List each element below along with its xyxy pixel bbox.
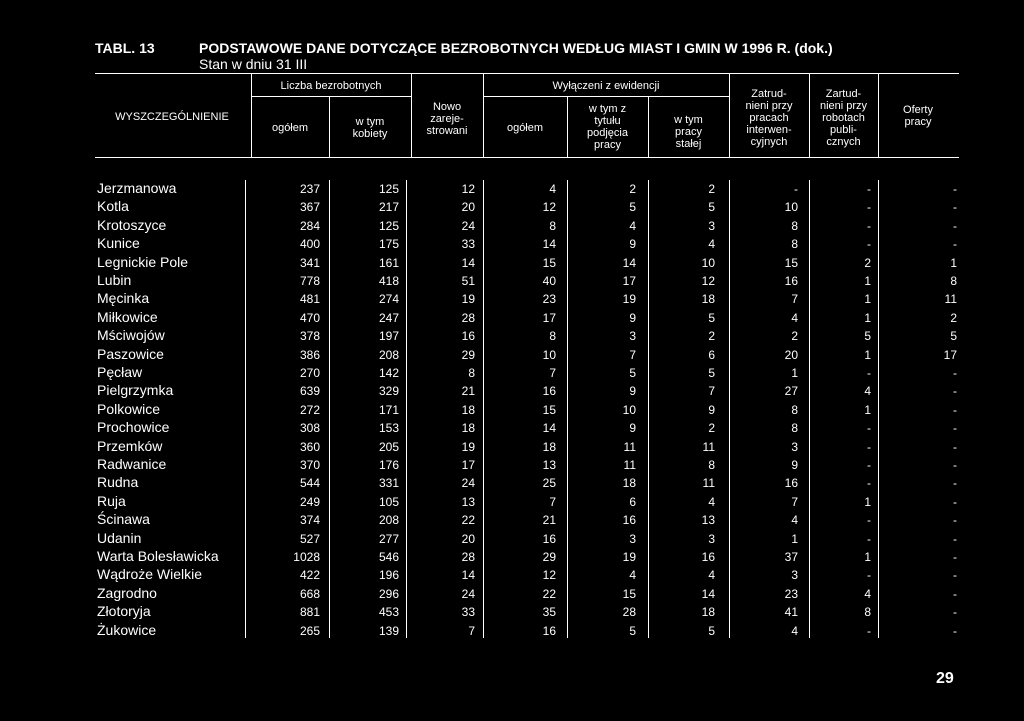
table-cell: 21 [542, 513, 556, 527]
table-cell: 18 [701, 605, 715, 619]
header-wylaczeni-z-ewidencji: Wyłączeni z ewidencji [552, 80, 660, 92]
table-cell: 331 [378, 476, 399, 490]
table-cell: 272 [299, 403, 320, 417]
table-cell: 9 [791, 458, 798, 472]
row-name: Przemków [97, 438, 163, 454]
table-cell: 14 [701, 587, 715, 601]
table-cell: 2 [791, 329, 798, 343]
table-cell: 139 [378, 624, 399, 638]
table-cell: 329 [378, 384, 399, 398]
table-cell: 3 [791, 568, 798, 582]
table-cell: 24 [461, 587, 475, 601]
table-cell: 2 [708, 182, 715, 196]
table-cell: 8 [791, 403, 798, 417]
table-cell: 16 [542, 532, 556, 546]
table-cell: 367 [299, 200, 320, 214]
table-cell: - [953, 200, 957, 214]
table-cell: 14 [542, 421, 556, 435]
table-cell: 41 [784, 605, 798, 619]
table-cell: 6 [708, 348, 715, 362]
table-cell: 4 [791, 513, 798, 527]
body-divider [483, 180, 484, 638]
header-group-rule-wylaczeni [483, 96, 729, 97]
table-cell: 3 [629, 532, 636, 546]
table-cell: 7 [791, 495, 798, 509]
table-cell: 400 [299, 237, 320, 251]
table-cell: 19 [622, 292, 636, 306]
table-cell: 11 [702, 476, 715, 490]
table-cell: 296 [378, 587, 399, 601]
table-cell: 1 [791, 532, 798, 546]
table-cell: - [867, 624, 871, 638]
table-cell: - [953, 568, 957, 582]
body-divider [878, 180, 879, 638]
table-cell: 10 [784, 200, 798, 214]
table-cell: 16 [784, 476, 798, 490]
table-cell: - [867, 366, 871, 380]
table-cell: 51 [461, 274, 475, 288]
table-cell: 4 [864, 384, 871, 398]
table-cell: 527 [299, 532, 320, 546]
body-divider [809, 180, 810, 638]
table-cell: 29 [542, 550, 556, 564]
table-cell: 15 [784, 256, 798, 270]
table-cell: 1 [864, 311, 871, 325]
body-divider [406, 180, 407, 638]
row-name: Radwanice [97, 456, 167, 472]
table-cell: 196 [378, 568, 399, 582]
table-cell: - [867, 219, 871, 233]
table-cell: 15 [622, 587, 636, 601]
table-cell: - [867, 440, 871, 454]
table-cell: - [953, 532, 957, 546]
table-cell: 7 [791, 292, 798, 306]
table-cell: 378 [299, 329, 320, 343]
table-cell: 20 [784, 348, 798, 362]
table-cell: - [953, 550, 957, 564]
table-cell: 175 [378, 237, 399, 251]
header-zatrudnieni-publiczne: Zartud- nieni przy robotach publi- cznych [819, 88, 868, 148]
row-name: Jerzmanowa [97, 180, 177, 196]
header-oferty-pracy: Oferty pracy [903, 104, 933, 128]
table-cell: 27 [784, 384, 798, 398]
row-name: Polkowice [97, 401, 161, 417]
body-divider [329, 180, 330, 638]
table-cell: 7 [468, 624, 475, 638]
table-cell: 197 [378, 329, 399, 343]
table-cell: 24 [461, 476, 475, 490]
table-cell: 28 [622, 605, 636, 619]
row-name: Zagrodno [97, 585, 157, 601]
table-cell: 422 [299, 568, 320, 582]
row-name: Kunice [97, 235, 140, 251]
table-cell: 4 [708, 237, 715, 251]
table-cell: 9 [629, 237, 636, 251]
table-cell: 14 [461, 568, 475, 582]
table-cell: 217 [378, 200, 399, 214]
row-name: Lubin [97, 272, 132, 288]
table-cell: 22 [461, 513, 475, 527]
table-cell: - [953, 219, 957, 233]
table-cell: - [867, 182, 871, 196]
table-cell: 8 [791, 219, 798, 233]
row-name: Krotoszyce [97, 217, 167, 233]
row-name: Udanin [97, 530, 142, 546]
table-cell: 13 [701, 513, 715, 527]
table-cell: 5 [864, 329, 871, 343]
table-cell: 14 [622, 256, 636, 270]
row-name: Legnickie Pole [97, 254, 189, 270]
table-cell: 16 [542, 384, 556, 398]
table-cell: 4 [629, 219, 636, 233]
table-cell: 2 [950, 311, 957, 325]
table-cell: 247 [378, 311, 399, 325]
table-cell: 2 [864, 256, 871, 270]
table-cell: - [953, 476, 957, 490]
table-cell: 277 [378, 532, 399, 546]
table-cell: 6 [629, 495, 636, 509]
header-ogolem: ogółem [271, 122, 309, 134]
table-cell: 881 [299, 605, 320, 619]
table-cell: 29 [461, 348, 475, 362]
table-cell: 28 [461, 550, 475, 564]
header-w-tym-pracy-stalej: w tym pracy stałej [674, 114, 703, 150]
table-cell: - [867, 421, 871, 435]
table-cell: 37 [784, 550, 798, 564]
table-cell: - [953, 440, 957, 454]
table-cell: 23 [542, 292, 556, 306]
table-cell: 19 [622, 550, 636, 564]
row-name: Paszowice [97, 346, 164, 362]
table-cell: 20 [461, 200, 475, 214]
table-cell: 4 [708, 495, 715, 509]
table-heading: PODSTAWOWE DANE DOTYCZĄCE BEZROBOTNYCH WEDŁUG MIAST I GMIN W 1996 R. (dok.) [199, 40, 833, 56]
table-cell: 11 [623, 458, 636, 472]
table-cell: 1 [864, 274, 871, 288]
header-w-tym-kobiety: w tym kobiety [352, 116, 388, 140]
table-cell: 24 [461, 219, 475, 233]
table-cell: - [867, 476, 871, 490]
table-cell: 12 [542, 568, 556, 582]
table-cell: - [953, 587, 957, 601]
table-cell: 125 [378, 219, 399, 233]
table-cell: 249 [299, 495, 320, 509]
table-cell: 33 [461, 237, 475, 251]
row-name: Kotla [97, 198, 129, 214]
table-cell: - [867, 532, 871, 546]
table-cell: 18 [622, 476, 636, 490]
table-cell: 142 [378, 366, 399, 380]
table-cell: 16 [542, 624, 556, 638]
table-cell: 13 [542, 458, 556, 472]
table-cell: 25 [542, 476, 556, 490]
table-cell: 17 [461, 458, 475, 472]
table-cell: 125 [378, 182, 399, 196]
row-name: Miłkowice [97, 309, 158, 325]
table-cell: 40 [542, 274, 556, 288]
table-cell: - [953, 403, 957, 417]
table-cell: 13 [461, 495, 475, 509]
header-top-rule [95, 73, 959, 74]
table-cell: - [953, 182, 957, 196]
table-number: TABL. 13 [95, 40, 155, 56]
table-cell: 161 [378, 256, 399, 270]
table-cell: 12 [542, 200, 556, 214]
header-w-tym-podjecia-pracy: w tym z tytułu podjęcia pracy [587, 103, 628, 151]
table-cell: 4 [864, 587, 871, 601]
table-cell: 7 [629, 348, 636, 362]
table-cell: 7 [549, 366, 556, 380]
table-cell: 10 [542, 348, 556, 362]
row-name: Pęcław [97, 364, 143, 380]
table-cell: 5 [708, 624, 715, 638]
table-cell: 12 [701, 274, 715, 288]
row-name: Ścinawa [97, 511, 150, 527]
table-cell: 8 [791, 421, 798, 435]
table-cell: 778 [299, 274, 320, 288]
table-cell: 12 [461, 182, 475, 196]
table-cell: 18 [461, 403, 475, 417]
table-cell: 265 [299, 624, 320, 638]
table-cell: 5 [708, 366, 715, 380]
table-cell: - [953, 458, 957, 472]
table-cell: 16 [622, 513, 636, 527]
header-liczba-bezrobotnych: Liczba bezrobotnych [280, 80, 382, 92]
table-cell: 14 [542, 237, 556, 251]
table-cell: 9 [629, 421, 636, 435]
table-cell: 21 [461, 384, 475, 398]
table-cell: 1 [864, 292, 871, 306]
table-cell: 386 [299, 348, 320, 362]
table-cell: 1 [864, 495, 871, 509]
table-cell: 14 [461, 256, 475, 270]
table-cell: 28 [461, 311, 475, 325]
body-divider [245, 180, 246, 638]
table-cell: - [867, 237, 871, 251]
table-cell: 8 [708, 458, 715, 472]
table-cell: 4 [791, 311, 798, 325]
table-cell: - [953, 366, 957, 380]
table-cell: 15 [542, 256, 556, 270]
table-cell: 8 [864, 605, 871, 619]
table-cell: 105 [378, 495, 399, 509]
table-cell: 5 [629, 200, 636, 214]
table-cell: 19 [461, 292, 475, 306]
table-cell: 5 [708, 200, 715, 214]
table-cell: 171 [378, 403, 399, 417]
table-cell: 1 [950, 256, 957, 270]
table-cell: 8 [468, 366, 475, 380]
table-cell: 8 [549, 329, 556, 343]
table-cell: 470 [299, 311, 320, 325]
table-cell: 8 [950, 274, 957, 288]
table-cell: 3 [629, 329, 636, 343]
table-cell: - [867, 568, 871, 582]
table-cell: 17 [622, 274, 636, 288]
table-cell: 3 [708, 532, 715, 546]
table-cell: 8 [549, 219, 556, 233]
table-cell: 284 [299, 219, 320, 233]
table-subtitle: Stan w dniu 31 III [199, 56, 308, 72]
table-cell: 668 [299, 587, 320, 601]
table-cell: 370 [299, 458, 320, 472]
table-cell: - [953, 513, 957, 527]
table-cell: 1028 [293, 550, 320, 564]
row-name: Rudna [97, 474, 139, 490]
table-cell: 360 [299, 440, 320, 454]
table-cell: 4 [629, 568, 636, 582]
body-divider [648, 180, 649, 638]
table-cell: 274 [378, 292, 399, 306]
table-cell: 16 [701, 550, 715, 564]
table-cell: 374 [299, 513, 320, 527]
table-cell: 208 [378, 348, 399, 362]
header-nowo-zarejestrowani: Nowo zareje- strowani [426, 101, 468, 137]
row-name: Pielgrzymka [97, 382, 174, 398]
table-cell: 18 [701, 292, 715, 306]
row-name: Wądroże Wielkie [97, 566, 203, 582]
table-cell: 10 [701, 256, 715, 270]
table-cell: 15 [542, 403, 556, 417]
table-cell: - [953, 495, 957, 509]
table-cell: 17 [542, 311, 556, 325]
table-cell: 9 [708, 403, 715, 417]
row-name: Mściwojów [97, 327, 165, 343]
table-cell: 10 [622, 403, 636, 417]
table-cell: 23 [784, 587, 798, 601]
table-cell: 418 [378, 274, 399, 288]
table-cell: - [867, 513, 871, 527]
table-cell: - [794, 182, 798, 196]
page-number: 29 [936, 670, 954, 687]
table-cell: 308 [299, 421, 320, 435]
table-cell: 4 [549, 182, 556, 196]
table-cell: 2 [629, 182, 636, 196]
table-cell: - [953, 624, 957, 638]
table-cell: 18 [542, 440, 556, 454]
table-cell: 11 [944, 292, 957, 306]
table-cell: 5 [708, 311, 715, 325]
row-name: Ruja [97, 493, 126, 509]
table-cell: 2 [708, 421, 715, 435]
table-cell: 11 [702, 440, 715, 454]
table-cell: 237 [299, 182, 320, 196]
header-bottom-rule [95, 157, 959, 158]
header-group-rule-liczba [251, 96, 411, 97]
table-cell: 18 [461, 421, 475, 435]
row-name: Żukowice [97, 622, 157, 638]
table-cell: 9 [629, 311, 636, 325]
table-cell: 35 [542, 605, 556, 619]
table-cell: 19 [461, 440, 475, 454]
table-cell: - [953, 421, 957, 435]
table-cell: 16 [784, 274, 798, 288]
table-cell: 17 [943, 348, 957, 362]
table-cell: 8 [791, 237, 798, 251]
table-cell: 1 [864, 403, 871, 417]
table-cell: 20 [461, 532, 475, 546]
table-cell: 5 [629, 624, 636, 638]
table-cell: 7 [549, 495, 556, 509]
row-name: Prochowice [97, 419, 170, 435]
table-cell: 176 [378, 458, 399, 472]
table-cell: 544 [299, 476, 320, 490]
table-cell: - [867, 458, 871, 472]
table-cell: 4 [708, 568, 715, 582]
table-cell: 208 [378, 513, 399, 527]
table-cell: 11 [623, 440, 636, 454]
body-divider [567, 180, 568, 638]
header-wylaczeni-ogolem: ogółem [506, 122, 544, 134]
table-cell: 453 [378, 605, 399, 619]
table-cell: 1 [864, 348, 871, 362]
table-cell: 7 [708, 384, 715, 398]
table-cell: - [953, 605, 957, 619]
body-divider [729, 180, 730, 638]
table-cell: 3 [791, 440, 798, 454]
row-name: Męcinka [97, 290, 150, 306]
table-cell: 3 [708, 219, 715, 233]
table-cell: 270 [299, 366, 320, 380]
header-zatrudnieni-interwencyjne: Zatrud- nieni przy pracach interwen- cyjnych [745, 88, 793, 148]
row-name: Warta Bolesławicka [97, 548, 219, 564]
table-cell: 5 [950, 329, 957, 343]
table-cell: 639 [299, 384, 320, 398]
table-cell: 16 [461, 329, 475, 343]
table-cell: 5 [629, 366, 636, 380]
table-cell: 205 [378, 440, 399, 454]
table-cell: 4 [791, 624, 798, 638]
table-cell: - [867, 200, 871, 214]
table-cell: 1 [864, 550, 871, 564]
table-cell: - [953, 384, 957, 398]
table-cell: 341 [299, 256, 320, 270]
table-cell: 546 [378, 550, 399, 564]
header-wyszczegolnienie: WYSZCZEGÓLNIENIE [115, 111, 229, 123]
table-cell: 2 [708, 329, 715, 343]
table-cell: 481 [299, 292, 320, 306]
table-cell: 22 [542, 587, 556, 601]
table-cell: - [953, 237, 957, 251]
table-cell: 9 [629, 384, 636, 398]
table-cell: 1 [791, 366, 798, 380]
row-name: Złotoryja [97, 603, 151, 619]
table-cell: 153 [378, 421, 399, 435]
table-cell: 33 [461, 605, 475, 619]
